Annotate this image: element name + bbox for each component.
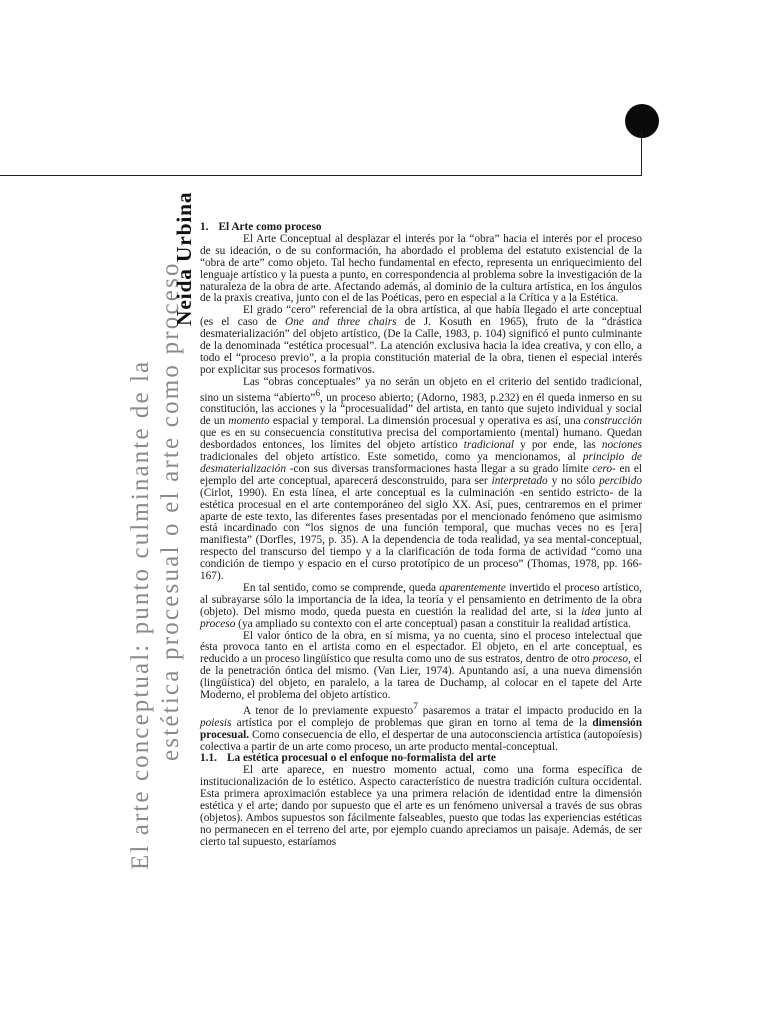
header-rule xyxy=(0,175,642,176)
text-run-italic: idea xyxy=(581,605,601,618)
text-run-italic: aparentemente xyxy=(439,581,506,594)
section-number: 1.1. xyxy=(200,752,217,765)
text-run-italic: tradicional xyxy=(463,439,514,452)
text-run: El grado “cero” referencial de la obra artística, al que había llegado el arte conceptual (es el caso de xyxy=(200,304,642,329)
text-run: de J. Kosuth en 1965), fruto de la “drástica desmaterialización” del objeto artístico, (De la Calle, 1983, p. 104) significó el punto culminante de la denominada “estética procesual”. La atención exclusiva hacia la idea creativa, y con ello, a todo el “proceso previo”, a la propia constitución material de la obra, tienen el especial interés por explicitar sus procesos formativos. xyxy=(200,316,643,376)
text-run: (ya ampliado su contexto con el arte conceptual) pasan a constituir la realidad artística. xyxy=(235,617,631,630)
text-run: tradicionales del objeto artístico. Este sometido, como ya mencionamos, al xyxy=(200,450,583,463)
article-body xyxy=(200,222,642,849)
text-run: Las “obras conceptuales” ya no serán un objeto en el criterio del sentido tradicional, sino un sistema “abierto” xyxy=(200,375,642,404)
text-run-italic: momento xyxy=(228,415,270,428)
section-title: La estética procesual o el enfoque no-formalista del arte xyxy=(226,752,496,765)
footnote-ref: 7 xyxy=(413,702,418,713)
text-run: y no sólo xyxy=(547,474,600,487)
text-run: (Cirlot, 1990). En esta línea, el arte conceptual es la culminación -en sentido estricto- de la estética procesual en el arte contemporáneo del siglo XX. Así, pues, centraremos en el primer aparte de este texto, las diferentes fases presentadas por el mencionado fenómeno que asimismo está incardinado con “los signos de una función temporal, que muchas veces no es [era] manifiesta” (Dorfles, 1975, p. 35). A la dependencia de toda realidad, ya sea mental-conceptual, respecto del transcurso del tiempo y a la clarificación de toda forma de actividad “como una condición de tiempo y espacio en el curso prototípico de un proceso” (Thomas, 1978, pp. 166-167). xyxy=(200,486,642,583)
text-run: A tenor de lo previamente expuesto xyxy=(243,704,414,717)
text-run-italic: nociones xyxy=(601,439,643,452)
text-run: , un proceso abierto; (Adorno, 1983, p.232) en él queda inmerso en su constitución, las acciones y la “procesualidad” del artista, en tanto que sujeto individual y social de un xyxy=(200,391,642,428)
text-run: -con sus diversas transformaciones hasta llegar a su grado límite xyxy=(285,462,593,475)
text-run: Como consecuencia de ello, el despertar de una autoconsciencia artística (autopoíesis) colectiva a partir de un arte como proceso, un arte producto mental-conceptual. xyxy=(200,728,642,753)
running-title-line2: estética procesual o el arte como proceso xyxy=(157,261,184,761)
footnote-ref: 6 xyxy=(315,388,321,399)
paragraph-2 xyxy=(200,305,642,376)
paragraph-4 xyxy=(200,583,642,631)
text-run-italic: interpretado xyxy=(491,474,548,487)
text-run-italic: poiesis xyxy=(200,716,232,729)
text-run: que es en su consecuencia constitutiva precisa del comportamiento (mental) humano. Quedan desbordados entonces, los límites del objeto artístico xyxy=(200,427,642,452)
text-run: El arte aparece, en nuestro momento actual, como una forma específica de institucionalización de lo estético. Aspecto característico de nuestra tradición cultura occidental. Esta primera aproximación establece ya una primera relación de identidad entre la dimensión estética y el arte; dando por supuesto que el arte es un fenómeno universal a través de sus obras (objetos). Ambos supuestos son fácilmente falseables, puesto que todas las experiencias estéticas no permanecen en el terreno del arte, por ejemplo cuando apreciamos un paisaje. Además, de ser cierto tal supuesto, estaríamos xyxy=(200,764,642,848)
page-marker-dot xyxy=(625,104,659,138)
section-title: El Arte como proceso xyxy=(218,221,322,233)
author-name: Neida Urbina xyxy=(172,191,196,326)
text-run: pasaremos a tratar el impacto producido en la xyxy=(417,704,643,717)
text-run-italic: construcción xyxy=(583,415,642,428)
text-run: El valor óntico de la obra, en sí misma, ya no cuenta, sino el proceso intelectual que ésta provoca tanto en el artista como en el espectador. El objeto, en el arte conceptual, es reducido a un proceso lingüístico que resulta como uno de sus estratos, dentro de otro xyxy=(200,629,642,666)
header-rule-vertical xyxy=(641,132,642,176)
text-run-italic: principio de desmaterialización xyxy=(200,450,642,475)
text-run-italic: proceso xyxy=(200,617,236,630)
text-run-italic: proceso xyxy=(592,653,628,666)
paragraph-5 xyxy=(200,631,642,702)
text-run: y por ende, las xyxy=(514,439,602,452)
section-number: 1. xyxy=(200,221,209,233)
text-run: El Arte Conceptual al desplazar el interés por la “obra” hacia el interés por el proceso de su ideación, o de su conformación, ha abordado el problema del estatuto existencial de la “obra de arte” como objeto. Tal hecho fundamental en efecto, representa un enriquecimiento del lenguaje artístico y la puesta a punto, en correspondencia al problema sobre la investigación de la naturaleza de la obra de arte. Afectando además, al dominio de la cultura artística, en los ángulos de la praxis creativa, junto con el de las Poéticas, pero en especial a la Crítica y a la Estética. xyxy=(200,232,642,305)
text-run: invertido el proceso artístico, al subrayarse sólo la importancia de la idea, la teoría y el pensamiento en detrimento de la obra (objeto). Del mismo modo, queda puesta en cuestión la realidad del arte, si la xyxy=(200,581,642,618)
paragraph-6 xyxy=(200,702,642,753)
paragraph-3 xyxy=(200,377,642,583)
paragraph-1 xyxy=(200,234,642,305)
text-run: En tal sentido, como se comprende, queda xyxy=(243,581,440,594)
text-run-italic: cero xyxy=(592,462,612,475)
text-run: espacial y temporal. La dimensión procesual y operativa es así, una xyxy=(269,415,584,428)
paragraph-7 xyxy=(200,765,642,848)
text-run-italic: One and three chairs xyxy=(285,316,397,329)
text-run-bold: dimensión procesual. xyxy=(200,716,642,741)
text-run: artística por el complejo de problemas que giran en torno al tema de la xyxy=(231,716,593,729)
text-run: , el de la penetración óntica del mismo. (Van Lier, 1974). Apuntando así, a una nueva dimensión (lingüística) del objeto, en paralelo, a la tarea de Duchamp, al colocar en el tapete del Arte Moderno, el problema del objeto artístico. xyxy=(200,653,642,702)
text-run: junto al xyxy=(600,605,642,618)
text-run-italic: percibido xyxy=(599,474,642,487)
text-run: - en el ejemplo del arte conceptual, aparecerá desconstruido, para ser xyxy=(200,462,642,487)
running-title-line1: El arte conceptual: punto culminante de la xyxy=(127,359,154,870)
